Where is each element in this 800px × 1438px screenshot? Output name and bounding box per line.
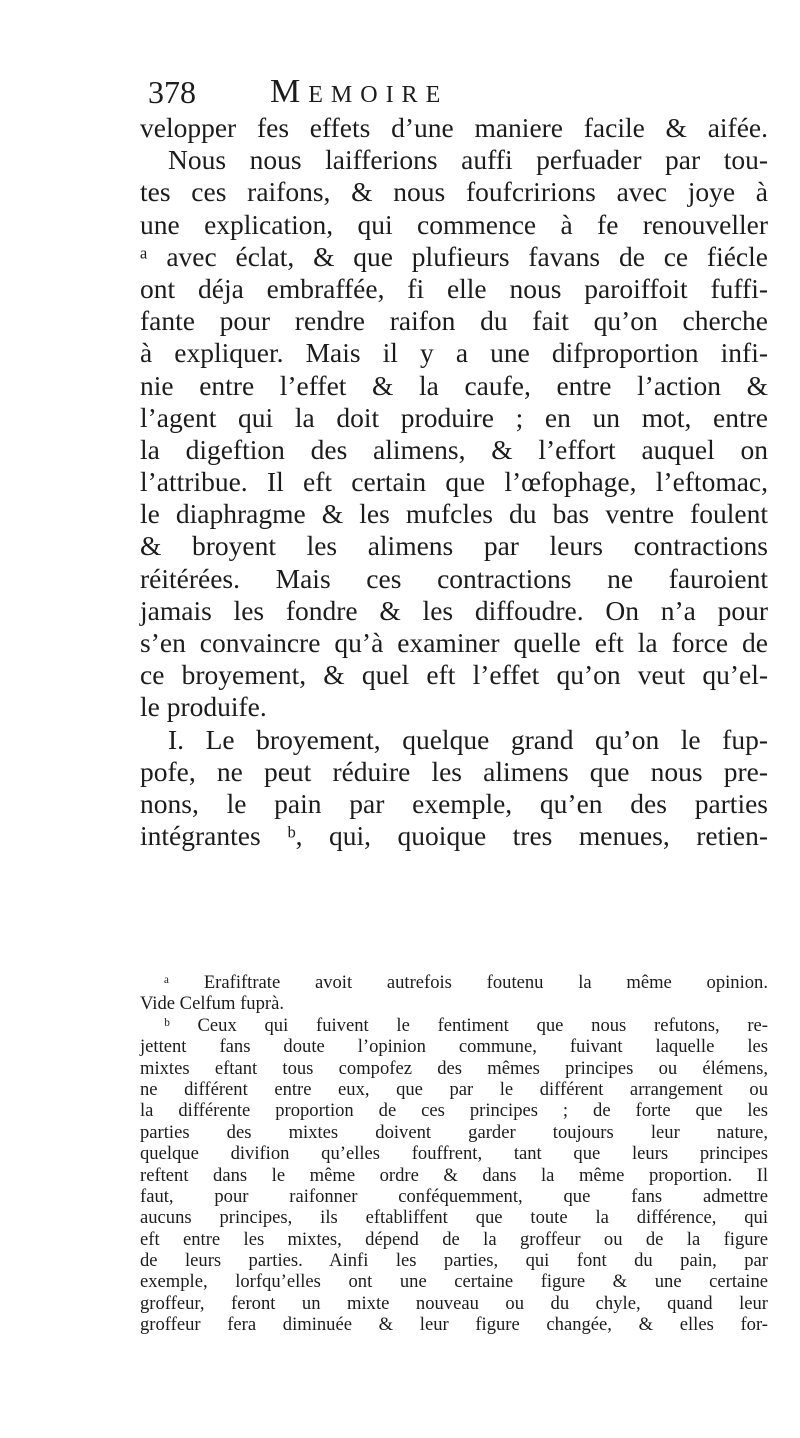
body-line: réitérées. Mais ces contractions ne fauroient [140,562,768,594]
body-line: & broyent les alimens par leurs contractions [140,530,768,562]
body-line: le diaphragme & les mufcles du bas ventre foulent [140,498,768,530]
footnotes [140,972,768,1336]
footnote-line: groffeur, feront un mixte nouveau ou du chyle, quand leur [140,1292,768,1314]
footnote-line: eft entre les mixtes, dépend de la groffeur ou de la figure [140,1228,768,1250]
footnote-line: de leurs parties. Ainfi les parties, qui font du pain, par [140,1250,768,1272]
body-line: nie entre l’effet & la caufe, entre l’action & [140,369,768,401]
body-text [140,112,768,852]
body-line: une explication, qui commence à fe renouveller [140,208,768,240]
body-line: ce broyement, & quel eft l’effet qu’on veut qu’el- [140,659,768,691]
footnote-line: quelque divifion qu’elles fouffrent, tant que leurs principes [140,1143,768,1165]
page-header [148,72,758,112]
body-line: ᵃ avec éclat, & que plufieurs favans de ce fiécle [140,240,768,272]
body-line: nons, le pain par exemple, qu’en des parties [140,787,768,819]
body-line: Nous nous laifferions auffi perfuader par tou- [168,144,768,176]
body-line: I. Le broyement, quelque grand qu’on le fup- [168,723,768,755]
body-line: intégrantes ᵇ, qui, quoique tres menues, retien- [140,820,768,852]
body-line: pofe, ne peut réduire les alimens que nous pre- [140,755,768,787]
footnote-line: la différente proportion de ces principes ; de forte que les [140,1100,768,1122]
footnote-line: ᵇ Ceux qui fuivent le fentiment que nous refutons, re- [164,1014,768,1036]
body-line: ont déja embraffée, fi elle nous paroiffoit fuffi- [140,272,768,304]
footnote-line: parties des mixtes doivent garder toujours leur nature, [140,1121,768,1143]
body-line: velopper fes effets d’une maniere facile & aifée. [140,112,768,143]
footnote-line: ne différent entre eux, que par le différent arrangement ou [140,1078,768,1100]
footnote-line: mixtes eftant tous compofez des mêmes principes ou élémens, [140,1057,768,1079]
body-line: l’attribue. Il eft certain que l’œfophage, l’eftomac, [140,466,768,498]
body-line: jamais les fondre & les diffoudre. On n’a pour [140,594,768,626]
footnote-line: reftent dans le même ordre & dans la même proportion. Il [140,1164,768,1186]
body-line: l’agent qui la doit produire ; en un mot, entre [140,401,768,433]
footnote-line: jettent fans doute l’opinion commune, fuivant laquelle les [140,1036,768,1058]
page-number: 378 [148,74,196,110]
body-line: à expliquer. Mais il y a une difproportion infi- [140,337,768,369]
body-line: tes ces raifons, & nous foufcririons avec joye à [140,176,768,208]
footnote-line: faut, pour raifonner conféquemment, que fans admettre [140,1185,768,1207]
body-line: le produife. [140,691,267,723]
footnote-line: ᵃ Erafiftrate avoit autrefois foutenu la même opinion. [164,972,768,993]
body-line: la digeftion des alimens, & l’effort auquel on [140,433,768,465]
footnote-line: exemple, lorfqu’elles ont une certaine figure & une certaine [140,1271,768,1293]
footnote-line: Vide Celfum fuprà. [140,993,284,1015]
footnote-line: aucuns principes, ils eftabliffent que toute la différence, qui [140,1207,768,1229]
running-head: Memoire [270,73,449,110]
body-line: fante pour rendre raifon du fait qu’on cherche [140,305,768,337]
body-line: s’en convaincre qu’à examiner quelle eft la force de [140,627,768,658]
footnote-line: groffeur fera diminuée & leur figure changée, & elles for- [140,1314,768,1336]
